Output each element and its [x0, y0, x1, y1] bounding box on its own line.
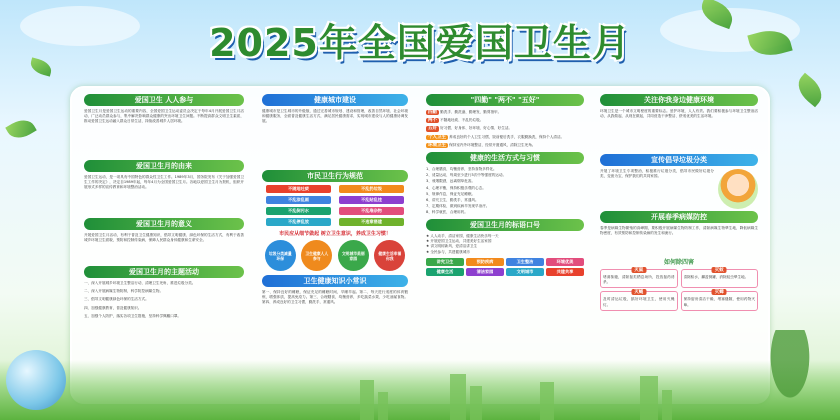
- circle-badge: 文明城市美丽家园: [338, 240, 369, 271]
- building-silhouette: [378, 392, 388, 420]
- tag-label: 环境卫生: [428, 142, 446, 148]
- building-silhouette: [662, 390, 672, 420]
- text-line: [426, 125, 584, 132]
- slogan-badge: 共建共享: [546, 268, 584, 276]
- leaf-decoration: [792, 73, 828, 108]
- section-header: 卫生健康知识小常识: [262, 275, 408, 287]
- section-text: 健康城市是卫生城市的升级版，通过完善城市规划、建设和管理，改善自然环境、社会环境和健康服务，全面普及健康生活方式，满足居民健康需求，实现城市建设与人的健康协调发展。: [262, 109, 408, 124]
- text-line: [426, 109, 584, 116]
- column-4: [600, 92, 758, 311]
- section-text: 开展了环境卫生专项整治，积极推行垃圾分类，倡导市民做好垃圾分类，变废为宝，保护我们的共同家园。: [600, 169, 714, 179]
- list-item: 5、规律作息，保证充足睡眠。: [426, 191, 476, 196]
- subsection-title: 如何除四害: [663, 259, 694, 266]
- section-text: 爱国卫生月是爱国卫生运动的重要内容，全国爱国卫生运动委员会决定于每年4月开展爱国卫生月活动，广泛动员群众参与，集中解决影响群众健康的突出环境卫生问题。不断提高群众文明卫生素质，推动爱国卫生运动融入群众日常生活，持续改善城乡人居环境。: [84, 109, 244, 124]
- tag-label: 两不: [428, 118, 437, 124]
- building-silhouette: [540, 382, 554, 420]
- sorting-section: [600, 169, 758, 209]
- grass-strip: [0, 360, 840, 420]
- recycling-girl-illustration: [718, 169, 758, 209]
- list-item: 2、适量运动，每周至少进行3次中等强度的运动。: [426, 173, 507, 178]
- pest-card-title: 灭鼠: [631, 267, 646, 273]
- circle-badge: 健康生活幸福你我: [374, 240, 405, 271]
- rule-item: 不乱涂乱画: [266, 196, 331, 204]
- building-silhouette: [360, 380, 374, 420]
- pest-card-text: 保持厨房清洁干燥，堵塞缝隙，使用药物灭蟑。: [683, 297, 755, 307]
- rule-item: 不乱倒污水: [266, 207, 331, 215]
- list-item: 4、心理平衡，保持积极乐观的心态。: [426, 185, 486, 190]
- slogan-quote: 市民应从细节做起 树立卫生意识，养成卫生习惯！: [279, 231, 391, 237]
- section-header: 爱国卫生月的意义: [84, 218, 244, 230]
- slogan-list: [426, 234, 584, 256]
- building-silhouette: [450, 374, 466, 420]
- slogan-badge: 文明城市: [506, 268, 544, 276]
- pest-card: [681, 269, 759, 288]
- pest-card: [600, 291, 678, 310]
- circle-badges: [262, 240, 408, 271]
- building-silhouette: [470, 386, 482, 420]
- list-item: 1、合理膳食，均衡营养，坚持食物多样化。: [426, 167, 497, 172]
- section-text: 春季是病媒生物繁殖的高峰期，要积极开展病媒生物防制工作，清除病媒生物孳生地，降低病媒生物密度，有效预防和控制传染病的发生和流行。: [600, 226, 758, 236]
- text-line: [426, 117, 584, 124]
- pest-card: [600, 269, 678, 288]
- pest-card-text: 堵洞抹缝，清除鼠类栖息场所，投放鼠药诱杀。: [603, 275, 675, 285]
- tag-text: 不随地吐痰、不乱扔垃圾。: [440, 118, 484, 123]
- section-header: 健康城市建设: [262, 94, 408, 106]
- circle-badge: 垃圾分类减量环保: [265, 240, 296, 271]
- slogan-badge: 卫生整洁: [506, 258, 544, 266]
- section-header: 爱国卫生月的由来: [84, 160, 244, 172]
- slogan-item: ★ 全民参与，共建健康城市: [426, 249, 470, 254]
- pest-control-grid: [600, 269, 758, 311]
- list-item: 3、戒烟限酒，远离烟草危害。: [426, 179, 476, 184]
- section-header: "四勤" "两不" "五好": [426, 94, 584, 106]
- section-header: 爱国卫生月的主题活动: [84, 266, 244, 278]
- section-text: 环境卫生是一个城市文明程度的重要标志。爱护环境，人人有责。我们要积极参与环境卫生整治活动，从我做起，从现在做起，共同营造干净整洁、舒适优美的生活环境。: [600, 109, 758, 119]
- list-item: 三、倡导文明健康绿色环保的生活方式。: [84, 297, 149, 302]
- rule-item: 不乱堆杂物: [339, 207, 404, 215]
- section-header: 市民卫生行为规范: [262, 170, 408, 182]
- tag-text: 勤洗手、勤洗澡、勤理发、勤剪指甲。: [440, 110, 502, 114]
- rule-item: 不乱扔垃圾: [339, 185, 404, 193]
- list-item: 7、定期体检，做到疾病早发现早治疗。: [426, 204, 490, 209]
- rule-item: 不违章搭建: [339, 218, 404, 226]
- list-item: 四、加强健康教育，普及健康知识。: [84, 305, 142, 310]
- section-text: 爱国卫生运动，是一项具有中国特色的群众性卫生工作。1989年3月，国务院发布《关于加强爱国卫生工作的决定》，决定自1989年起，每年4月为全国爱国卫生月。各地以爱国卫生月为契机，组织开展形式多样的宣传教育和环境整治活动。: [84, 175, 244, 190]
- badge-grid: [426, 258, 584, 276]
- pest-card-text: 清除积水，翻盆倒罐，消除蚊虫孳生地。: [683, 275, 749, 279]
- section-header: 爱国卫生月的标语口号: [426, 219, 584, 231]
- slogan-item: ★ 人人动手，清洁家园，健康生活快乐每一天: [426, 233, 499, 238]
- pest-card-title: 灭蟑: [712, 289, 727, 295]
- tag-label: 四勤: [428, 110, 437, 115]
- pest-card-title: 灭蚊: [712, 267, 727, 273]
- section-text: 开展爱国卫生月活动，有利于普及卫生健康知识，倡导文明健康、绿色环保的生活方式，有利于改善城乡环境卫生面貌，预防和控制传染病，保障人民群众身体健康和生命安全。: [84, 233, 244, 243]
- tag-label: 个人卫生: [428, 134, 446, 140]
- pest-card-title: 灭蝇: [631, 289, 646, 295]
- list-item: 二、深入开展病媒生物防制，科学防控病媒生物。: [84, 289, 164, 294]
- section-header: 开展春季病媒防控: [600, 211, 758, 223]
- rule-grid: [266, 185, 404, 226]
- leaf-decoration: [5, 115, 37, 144]
- list-item: 8、科学就医，合理用药。: [426, 210, 468, 215]
- tree-silhouette: [760, 330, 820, 420]
- slogan-badge: 预防疾病: [466, 258, 504, 266]
- pest-card: [681, 291, 759, 310]
- tag-label: 五好: [428, 126, 437, 132]
- circle-badge: 卫生健康人人参与: [301, 240, 332, 271]
- slogan-badge: 环境优美: [546, 258, 584, 266]
- tag-text: 养成良好的个人卫生习惯，饭前便后洗手，衣服勤换洗，保持个人清洁。: [449, 134, 565, 139]
- section-header: 宣传倡导垃圾分类: [600, 154, 758, 166]
- section-header: 健康的生活方式与习惯: [426, 152, 584, 164]
- section-text: 第一、保持良好的睡眠，保证充足的睡眠时间，早睡早起。第二、每天进行适度的体育锻炼，增强体质，提高免疫力。第三、合理膳食，均衡营养，多吃蔬菜水果，少吃油腻食物。第四、养成良好的卫生习惯，勤洗手，常通风。: [262, 290, 408, 305]
- list-item: 6、讲究卫生，勤洗手，常通风。: [426, 198, 479, 203]
- section-header: 关注你我身边健康环境: [600, 94, 758, 106]
- list-item: 五、加强个人防护，落实各项卫生措施，坚持科学佩戴口罩。: [84, 313, 182, 318]
- slogan-item: ★ 开展爱国卫生运动，共建美好生活家园: [426, 239, 492, 244]
- tag-text: 保持室内外环境整洁，经常开窗通风，清除卫生死角。: [449, 142, 536, 147]
- tag-text: 好习惯、好身体、好环境、好心情、好生活。: [440, 126, 513, 131]
- rule-item: 不随地吐痰: [266, 185, 331, 193]
- earth-globe-icon: [6, 350, 66, 410]
- rule-item: 不乱贴乱挂: [339, 196, 404, 204]
- list-item: 一、深入开展城乡环境卫生整洁行动，清理卫生死角，推进垃圾分类。: [84, 281, 196, 285]
- column-2: [262, 92, 408, 337]
- pest-card-text: 及时清运垃圾，搞好环境卫生，使用灭蝇灯。: [603, 297, 675, 307]
- column-3: [426, 92, 584, 276]
- slogan-badge: 清洁家园: [466, 268, 504, 276]
- slogan-item: ★ 讲文明树新风，爱清洁讲卫生: [426, 244, 478, 249]
- rule-item: 不乱停乱放: [266, 218, 331, 226]
- text-line: [426, 142, 584, 149]
- section-header: 爱国卫生 人人参与: [84, 94, 244, 106]
- page-title: 2025年全国爱国卫生月: [209, 21, 631, 65]
- slogan-badge: 健康生活: [426, 268, 464, 276]
- column-1: [84, 92, 244, 322]
- slogan-badge: 讲究卫生: [426, 258, 464, 266]
- text-line: [426, 134, 584, 141]
- building-silhouette: [640, 376, 658, 420]
